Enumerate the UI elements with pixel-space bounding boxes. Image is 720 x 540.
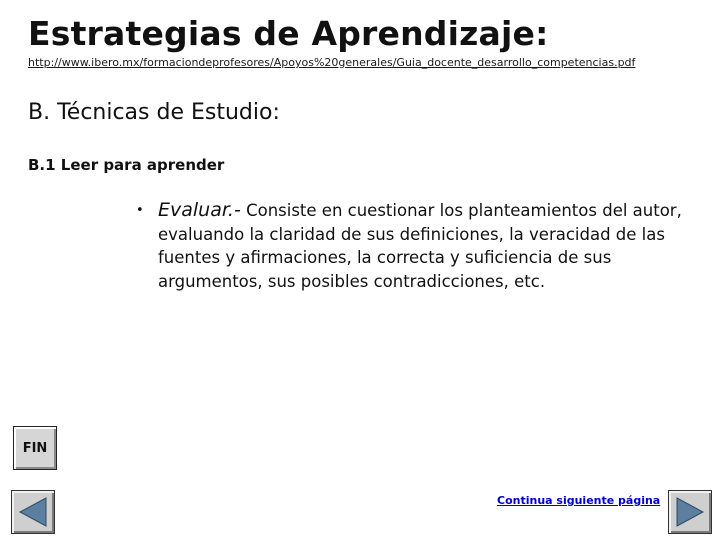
arrow-right-icon (669, 491, 711, 533)
section-heading: B. Técnicas de Estudio: (28, 100, 280, 125)
subsection-heading: B.1 Leer para aprender (28, 156, 225, 174)
source-url[interactable]: http://www.ibero.mx/formaciondeprofesores/Apoyos%20generales/Guia_docente_desarrollo_competencias.pdf (28, 56, 636, 69)
page-title: Estrategias de Aprendizaje: (28, 14, 549, 53)
bullet-paragraph (158, 199, 692, 293)
arrow-left-icon (12, 491, 54, 533)
bullet-description: Consiste en cuestionar los planteamientos del autor, evaluando la claridad de sus definiciones, la veracidad de las fuentes y afirmaciones, la correcta y suficiencia de sus argumentos, sus posibles contradicciones, etc. (158, 201, 682, 291)
bullet-term: Evaluar.- (158, 199, 241, 221)
continue-next-page-link[interactable]: Continua siguiente página (497, 494, 661, 507)
next-page-button[interactable] (668, 490, 712, 534)
bullet-marker: • (136, 203, 144, 218)
bullet-item (136, 199, 692, 293)
previous-page-button[interactable] (11, 490, 55, 534)
fin-button[interactable]: FIN (13, 426, 57, 470)
